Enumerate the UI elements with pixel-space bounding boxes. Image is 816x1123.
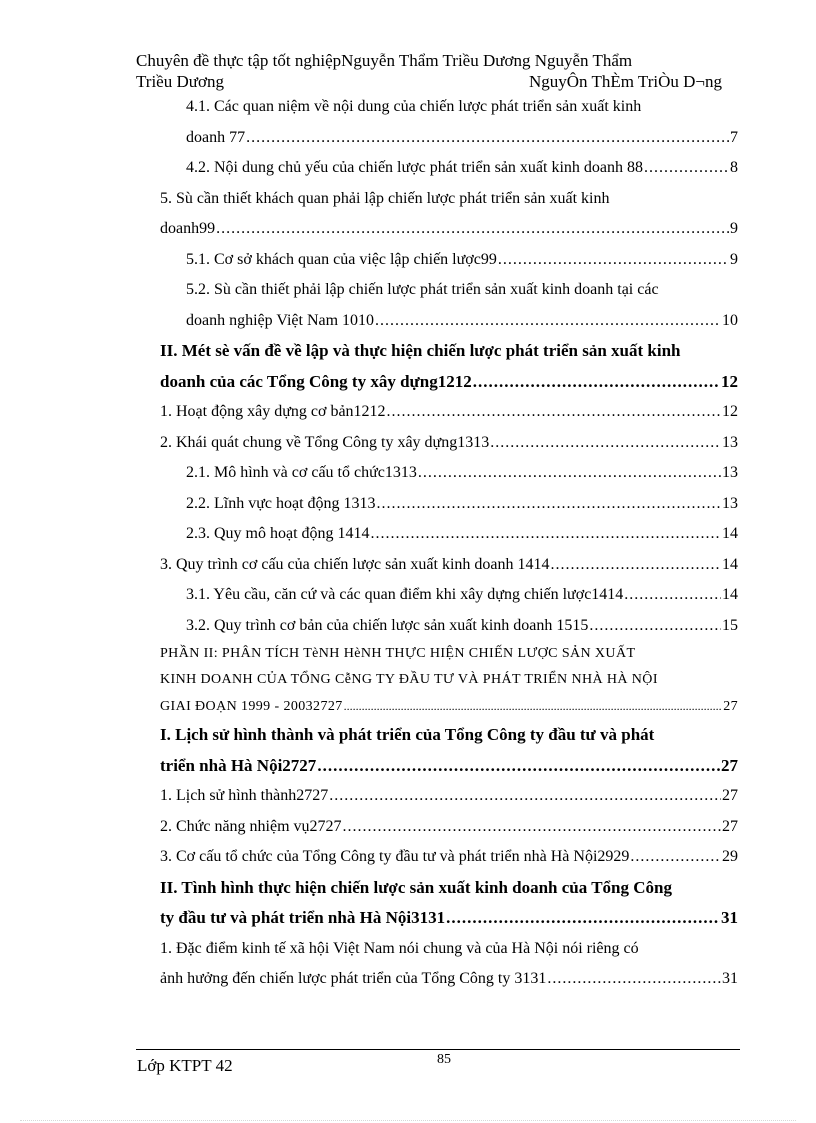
header-line-1: Chuyên đề thực tập tốt nghiệpNguyễn Thẩm Triều Dương Nguyễn Thẩm	[136, 51, 633, 70]
toc-page-number: 15	[722, 616, 738, 634]
dot-leader	[644, 153, 729, 184]
dot-leader	[551, 550, 722, 581]
toc-entry-title: 2.1. Mô hình và cơ cấu tổ chức1313	[186, 464, 417, 481]
toc-entry[interactable]	[160, 873, 738, 934]
dot-leader	[329, 781, 721, 812]
footer-class-label: Lớp KTPT 42	[137, 1056, 233, 1075]
toc-entry-text-line: 4.1. Các quan niệm về nội dung của chiến lược phát triển sản xuất kinh	[186, 98, 642, 115]
toc-entry[interactable]	[186, 245, 738, 276]
toc-entry-title: 3. Cơ cấu tổ chức của Tổng Công ty đầu tư và phát triển nhà Hà Nội2929	[160, 848, 630, 865]
toc-entry-final-line	[160, 964, 738, 995]
toc-entry-final-line	[186, 580, 738, 611]
toc-entry-final-line	[160, 214, 738, 245]
toc-entry-text-line: II. Mét sè vấn đề về lập và thực hiện chiến lược phát triển sản xuất kinh	[160, 341, 681, 360]
toc-entry-text-line: 5. Sù cần thiết khách quan phải lập chiến lược phát triển sản xuất kinh	[160, 189, 610, 207]
toc-entry-final-line	[160, 397, 738, 428]
toc-entry-title: GIAI ĐOẠN 1999 - 20032727	[160, 699, 343, 714]
toc-entry-final-line	[186, 519, 738, 550]
toc-page-number: 14	[722, 525, 738, 542]
toc-entry-final-line	[160, 781, 738, 812]
dot-leader	[317, 751, 720, 782]
toc-entry-final-line	[160, 693, 738, 720]
toc-page-number: 7	[730, 128, 738, 146]
toc-entry-final-line	[186, 458, 738, 489]
toc-entry-title: 3.2. Quy trình cơ bản của chiến lược sản xuất kinh doanh 1515	[186, 616, 589, 634]
toc-entry-title: ty đầu tư và phát triển nhà Hà Nội3131	[160, 908, 446, 927]
dot-leader	[375, 306, 721, 337]
toc-entry[interactable]	[160, 336, 738, 397]
dot-leader	[498, 245, 729, 276]
toc-entry-final-line	[160, 550, 738, 581]
toc-entry-title: ảnh hưởng đến chiến lược phát triển của Tổng Công ty 3131	[160, 970, 547, 987]
header-line-2	[136, 71, 726, 92]
toc-page-number: 14	[722, 586, 738, 603]
toc-entry-final-line	[160, 842, 738, 873]
dot-leader	[630, 842, 721, 873]
toc-entry-title: doanh 77	[186, 128, 246, 146]
toc-entry-title: 4.2. Nội dung chủ yếu của chiến lược phát triển sản xuất kinh doanh 88	[186, 159, 644, 176]
toc-page-number: 10	[722, 311, 738, 329]
toc-entry-title: doanh99	[160, 220, 216, 237]
toc-page-number: 13	[722, 433, 738, 451]
toc-entry[interactable]	[160, 934, 738, 995]
toc-page-number: 9	[730, 250, 738, 268]
dot-leader	[246, 123, 729, 154]
dot-leader	[377, 489, 721, 520]
toc-entry-text-line: I. Lịch sử hình thành và phát triển của Tổng Công ty đầu tư và phát	[160, 725, 655, 744]
toc-page-number: 12	[721, 371, 738, 391]
toc-entry[interactable]	[186, 275, 738, 336]
header-author-name-garbled: NguyÔn ThÈm TriÒu D¬ng	[529, 72, 722, 91]
toc-entry-title: doanh của các Tổng Công ty xây dựng1212	[160, 371, 472, 391]
header-author-name: Triều Dương	[136, 72, 224, 91]
toc-page-number: 9	[730, 220, 738, 237]
page-number: 85	[437, 1052, 451, 1067]
dot-leader	[490, 428, 721, 459]
page-header	[136, 50, 726, 92]
toc-entry-text-line: 5.2. Sù cần thiết phải lập chiến lược phát triển sản xuất kinh doanh tại các	[186, 281, 659, 298]
dot-leader	[418, 458, 721, 489]
page-edge-divider	[20, 1120, 796, 1121]
toc-entry[interactable]	[186, 611, 738, 642]
toc-page-number: 27	[722, 787, 738, 804]
toc-entry-final-line	[160, 751, 738, 782]
toc-entry-final-line	[160, 428, 738, 459]
toc-entry-title: doanh nghiệp Việt Nam 1010	[186, 311, 375, 329]
toc-entry-title: 3. Quy trình cơ cấu của chiến lược sản xuất kinh doanh 1414	[160, 555, 550, 573]
dot-leader	[343, 812, 721, 843]
toc-entry-text-line: II. Tình hình thực hiện chiến lược sản xuất kinh doanh của Tổng Công	[160, 877, 672, 897]
toc-entry[interactable]	[186, 458, 738, 489]
dot-leader	[216, 214, 729, 245]
toc-page-number: 27	[723, 699, 738, 714]
toc-entry[interactable]	[186, 489, 738, 520]
toc-entry-text-line: PHẦN II: PHÂN TÍCH TèNH HèNH THỰC HIỆN CHIẾN LƯỢC SẢN XUẤT	[160, 646, 636, 661]
toc-page-number: 31	[721, 908, 738, 927]
toc-page-number: 14	[722, 555, 738, 573]
toc-entry[interactable]	[160, 550, 738, 581]
toc-entry-title: 2. Chức năng nhiệm vụ2727	[160, 817, 342, 835]
toc-entry-final-line	[186, 306, 738, 337]
toc-entry[interactable]	[186, 580, 738, 611]
toc-entry-final-line	[186, 123, 738, 154]
toc-entry-final-line	[160, 367, 738, 398]
toc-entry-title: triển nhà Hà Nội2727	[160, 755, 317, 775]
toc-entry-text-line: 1. Đặc điểm kinh tế xã hội Việt Nam nói chung và của Hà Nội nói riêng có	[160, 939, 639, 957]
toc-entry[interactable]	[160, 812, 738, 843]
toc-page-number: 13	[722, 464, 738, 481]
toc-entry-title: 2.3. Quy mô hoạt động 1414	[186, 525, 370, 542]
dot-leader	[624, 580, 721, 611]
toc-entry[interactable]	[160, 397, 738, 428]
toc-entry-title: 1. Hoạt động xây dựng cơ bản1212	[160, 403, 386, 420]
toc-entry-final-line	[186, 153, 738, 184]
dot-leader	[446, 903, 720, 934]
toc-entry[interactable]	[160, 842, 738, 873]
dot-leader	[387, 397, 721, 428]
toc-entry[interactable]	[160, 184, 738, 245]
toc-entry[interactable]	[160, 641, 738, 720]
toc-page-number: 27	[721, 755, 738, 775]
dot-leader	[371, 519, 721, 550]
toc-entry[interactable]	[186, 519, 738, 550]
toc-entry[interactable]	[160, 720, 738, 781]
toc-page-number: 31	[722, 970, 738, 987]
toc-page-number: 29	[722, 848, 738, 865]
dot-leader	[344, 693, 723, 719]
toc-entry[interactable]	[160, 428, 738, 459]
toc-page-number: 12	[722, 403, 738, 420]
footer-divider	[136, 1049, 740, 1050]
toc-entry-text-line: KINH DOANH CỦA TỔNG CễNG TY ĐẦU TƯ VÀ PHÁT TRIỂN NHÀ HÀ NỘI	[160, 672, 658, 687]
toc-entry[interactable]	[186, 153, 738, 184]
table-of-contents	[0, 92, 816, 995]
toc-entry-final-line	[160, 812, 738, 843]
toc-entry-title: 5.1. Cơ sở khách quan của việc lập chiến lược99	[186, 250, 497, 268]
toc-entry-title: 3.1. Yêu cầu, căn cứ và các quan điểm khi xây dựng chiến lược1414	[186, 586, 624, 603]
toc-entry-final-line	[186, 245, 738, 276]
toc-entry-final-line	[186, 611, 738, 642]
toc-entry-title: 1. Lịch sử hình thành2727	[160, 787, 329, 804]
toc-entry[interactable]	[186, 92, 738, 153]
toc-page-number: 8	[730, 159, 738, 176]
toc-entry-title: 2.2. Lĩnh vực hoạt động 1313	[186, 494, 376, 512]
dot-leader	[547, 964, 721, 995]
toc-entry-final-line	[186, 489, 738, 520]
toc-entry[interactable]	[160, 781, 738, 812]
dot-leader	[589, 611, 721, 642]
toc-entry-title: 2. Khái quát chung về Tổng Công ty xây dựng1313	[160, 433, 490, 451]
toc-entry-final-line	[160, 903, 738, 934]
toc-page-number: 13	[722, 494, 738, 512]
dot-leader	[473, 367, 720, 398]
toc-page-number: 27	[722, 817, 738, 835]
